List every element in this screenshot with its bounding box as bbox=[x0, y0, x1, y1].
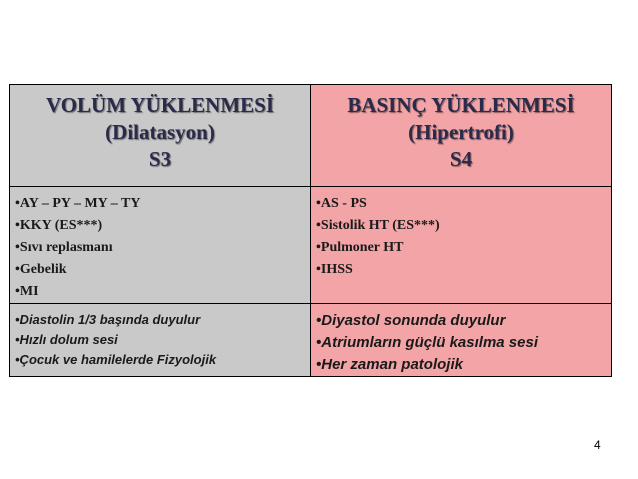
list-item: •AS - PS bbox=[316, 196, 367, 211]
volume-overload-sound: S3 bbox=[148, 147, 172, 171]
list-item: •Sıvı replasmanı bbox=[15, 240, 113, 255]
pressure-overload-subtitle: (Hipertrofi) bbox=[408, 120, 514, 144]
volume-causes-cell bbox=[10, 187, 311, 304]
comparison-table bbox=[9, 84, 612, 377]
list-item: •Diyastol sonunda duyulur bbox=[316, 312, 506, 329]
volume-overload-header-cell bbox=[10, 85, 311, 187]
volume-overload-title: VOLÜM YÜKLENMESİ bbox=[45, 93, 275, 117]
list-item: •Sistolik HT (ES***) bbox=[316, 218, 440, 233]
list-item: •Gebelik bbox=[15, 262, 67, 277]
list-item: •AY – PY – MY – TY bbox=[15, 196, 141, 211]
list-item: •Hızlı dolum sesi bbox=[15, 332, 118, 347]
list-item: •MI bbox=[15, 284, 39, 299]
pressure-overload-header-cell bbox=[311, 85, 612, 187]
pressure-causes-cell bbox=[311, 187, 612, 304]
list-item: •Her zaman patolojik bbox=[316, 356, 463, 373]
list-item: •Çocuk ve hamilelerde Fizyolojik bbox=[15, 352, 217, 367]
list-item: •KKY (ES***) bbox=[15, 218, 103, 233]
pressure-overload-sound: S4 bbox=[449, 147, 473, 171]
list-item: •Diastolin 1/3 başında duyulur bbox=[15, 312, 201, 327]
pressure-notes-cell bbox=[311, 304, 612, 377]
list-item: •Atriumların güçlü kasılma sesi bbox=[316, 334, 538, 351]
list-item: •IHSS bbox=[316, 262, 353, 277]
volume-overload-subtitle: (Dilatasyon) bbox=[105, 120, 215, 144]
list-item: •Pulmoner HT bbox=[316, 240, 404, 255]
volume-notes-cell bbox=[10, 304, 311, 377]
page-number: 4 bbox=[594, 438, 601, 452]
pressure-overload-title: BASINÇ YÜKLENMESİ bbox=[347, 93, 575, 117]
